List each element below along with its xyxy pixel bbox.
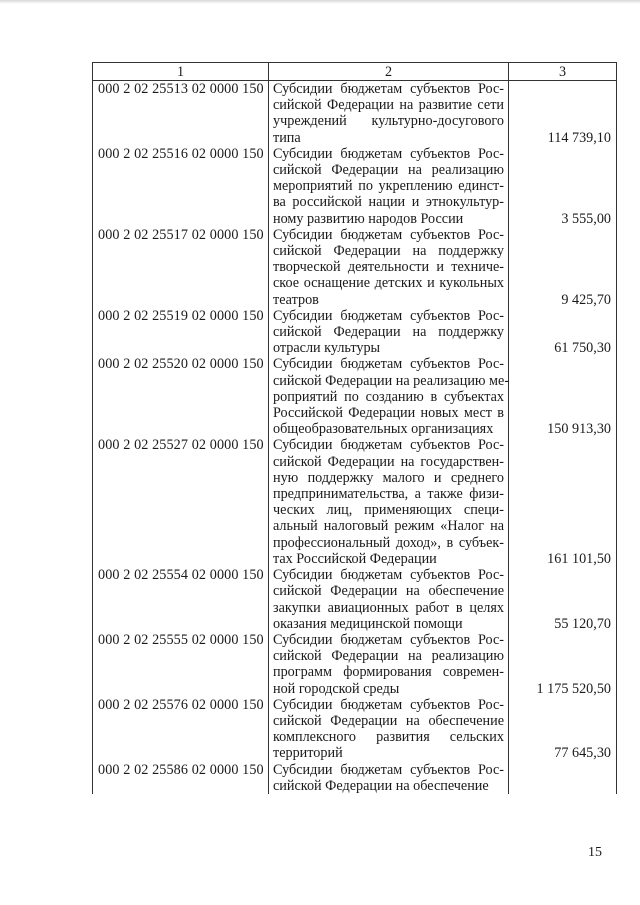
budget-code: 000 2 02 25555 02 0000 150	[93, 632, 269, 697]
description-line: сийской Федерации на обеспечение	[273, 712, 504, 729]
description-line: альный налоговый режим «Налог на	[273, 518, 504, 535]
revenue-description	[269, 81, 509, 146]
description-line: сийской Федерации на реализацию ме-	[273, 372, 510, 389]
amount-value: 1 175 520,50	[509, 632, 617, 697]
description-line: сийской Федерации на государствен-	[273, 453, 504, 470]
table-row	[93, 356, 617, 437]
description-line: творческой деятельности и техниче-	[273, 259, 504, 276]
page-number: 15	[588, 845, 602, 860]
description-line: отрасли культуры	[273, 340, 381, 357]
description-line: Субсидии бюджетам субъектов Рос-	[273, 226, 504, 243]
description-line: сийской Федерации на развитие сети	[273, 97, 504, 114]
description-line: программ формирования современ-	[273, 664, 504, 681]
table-header-row	[93, 63, 617, 81]
description-line: Субсидии бюджетам субъектов Рос-	[273, 356, 504, 373]
table-row	[93, 308, 617, 357]
table-row	[93, 762, 617, 794]
amount-value: 3 555,00	[509, 146, 617, 227]
description-line: территорий	[273, 745, 343, 762]
amount-value: 114 739,10	[509, 81, 617, 146]
revenue-description	[269, 146, 509, 227]
description-line: сийской Федерации на реализацию	[273, 648, 504, 665]
table-row	[93, 437, 617, 567]
description-line: ческих лиц, применяющих специ-	[273, 502, 504, 519]
description-line: общеобразовательных организациях	[273, 421, 494, 438]
table-row	[93, 146, 617, 227]
amount-value: 9 425,70	[509, 227, 617, 308]
budget-code: 000 2 02 25554 02 0000 150	[93, 567, 269, 632]
description-line: сийской Федерации на обеспечение	[273, 583, 504, 600]
revenue-description	[269, 227, 509, 308]
description-line: сийской Федерации на реализацию	[273, 162, 504, 179]
revenue-description	[269, 697, 509, 762]
budget-table	[92, 62, 617, 794]
revenue-description	[269, 762, 509, 794]
column-header-2: 2	[269, 63, 509, 81]
description-line: Субсидии бюджетам субъектов Рос-	[273, 145, 504, 162]
budget-code: 000 2 02 25520 02 0000 150	[93, 356, 269, 437]
description-line: сийской Федерации на поддержку	[273, 324, 504, 341]
amount-value	[509, 762, 617, 794]
description-line: ную поддержку малого и среднего	[273, 469, 504, 486]
revenue-description	[269, 437, 509, 567]
description-line: типа	[273, 129, 301, 146]
description-line: ному развитию народов России	[273, 210, 464, 227]
table-row	[93, 697, 617, 762]
description-line: оказания медицинской помощи	[273, 615, 463, 632]
column-header-1: 1	[93, 63, 269, 81]
description-line: профессиональный доход», в субъек-	[273, 534, 504, 551]
budget-code: 000 2 02 25576 02 0000 150	[93, 697, 269, 762]
description-line: учреждений культурно-досугового	[273, 113, 504, 130]
description-line: ва российской нации и этнокультур-	[273, 194, 504, 211]
description-line: закупки авиационных работ в целях	[273, 599, 504, 616]
description-line: Субсидии бюджетам субъектов Рос-	[273, 567, 504, 584]
budget-code: 000 2 02 25516 02 0000 150	[93, 146, 269, 227]
description-line: роприятий по созданию в субъектах	[273, 388, 504, 405]
description-line: мероприятий по укреплению единст-	[273, 178, 504, 195]
description-line: предпринимательства, а также физи-	[273, 486, 504, 503]
amount-value: 61 750,30	[509, 308, 617, 357]
revenue-description	[269, 308, 509, 357]
description-line: Российской Федерации новых мест в	[273, 405, 504, 422]
description-line: Субсидии бюджетам субъектов Рос-	[273, 761, 504, 778]
revenue-description	[269, 632, 509, 697]
scan-edge	[0, 0, 640, 4]
amount-value: 150 913,30	[509, 356, 617, 437]
description-line: тах Российской Федерации	[273, 550, 437, 567]
description-line: Субсидии бюджетам субъектов Рос-	[273, 631, 504, 648]
budget-code: 000 2 02 25513 02 0000 150	[93, 81, 269, 146]
revenue-description	[269, 356, 509, 437]
description-line: сийской Федерации на обеспечение	[273, 777, 489, 794]
table-row	[93, 227, 617, 308]
description-line: Субсидии бюджетам субъектов Рос-	[273, 437, 504, 454]
amount-value: 55 120,70	[509, 567, 617, 632]
amount-value: 77 645,30	[509, 697, 617, 762]
description-line: комплексного развития сельских	[273, 729, 504, 746]
description-line: Субсидии бюджетам субъектов Рос-	[273, 81, 504, 97]
table-row	[93, 567, 617, 632]
description-line: сийской Федерации на поддержку	[273, 243, 504, 260]
revenue-description	[269, 567, 509, 632]
budget-code: 000 2 02 25586 02 0000 150	[93, 762, 269, 794]
budget-code: 000 2 02 25527 02 0000 150	[93, 437, 269, 567]
budget-code: 000 2 02 25517 02 0000 150	[93, 227, 269, 308]
description-line: Субсидии бюджетам субъектов Рос-	[273, 696, 504, 713]
table-body	[93, 81, 617, 794]
budget-code: 000 2 02 25519 02 0000 150	[93, 308, 269, 357]
description-line: ское оснащение детских и кукольных	[273, 275, 504, 292]
table-row	[93, 632, 617, 697]
column-header-3: 3	[509, 63, 617, 81]
description-line: ной городской среды	[273, 680, 400, 697]
amount-value: 161 101,50	[509, 437, 617, 567]
table-row	[93, 81, 617, 146]
description-line: театров	[273, 291, 319, 308]
description-line: Субсидии бюджетам субъектов Рос-	[273, 307, 504, 324]
